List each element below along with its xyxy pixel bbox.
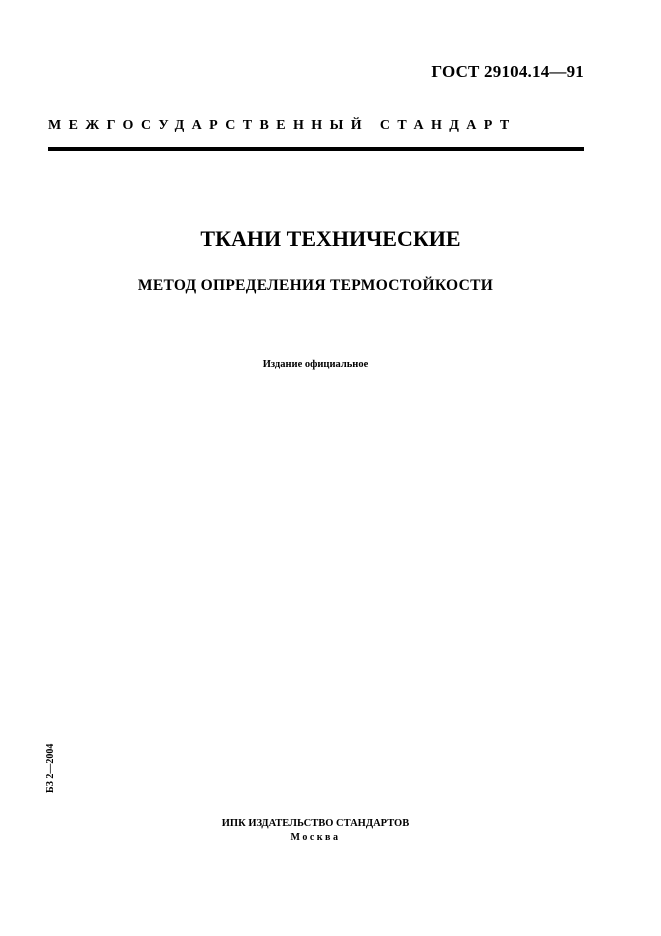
- header-rule: [48, 147, 584, 151]
- publisher-city: Москва: [290, 832, 341, 843]
- publisher-name: ИПК ИЗДАТЕЛЬСТВО СТАНДАРТОВ: [221, 818, 410, 829]
- standard-category: МЕЖГОСУДАРСТВЕННЫЙ СТАНДАРТ: [48, 118, 517, 133]
- side-code: БЗ 2—2004: [45, 743, 56, 793]
- document-title: ТКАНИ ТЕХНИЧЕСКИЕ: [200, 226, 461, 251]
- document-subtitle: МЕТОД ОПРЕДЕЛЕНИЯ ТЕРМОСТОЙКОСТИ: [137, 277, 494, 294]
- edition-note: Издание официальное: [262, 359, 369, 370]
- standard-number: ГОСТ 29104.14—91: [431, 62, 584, 81]
